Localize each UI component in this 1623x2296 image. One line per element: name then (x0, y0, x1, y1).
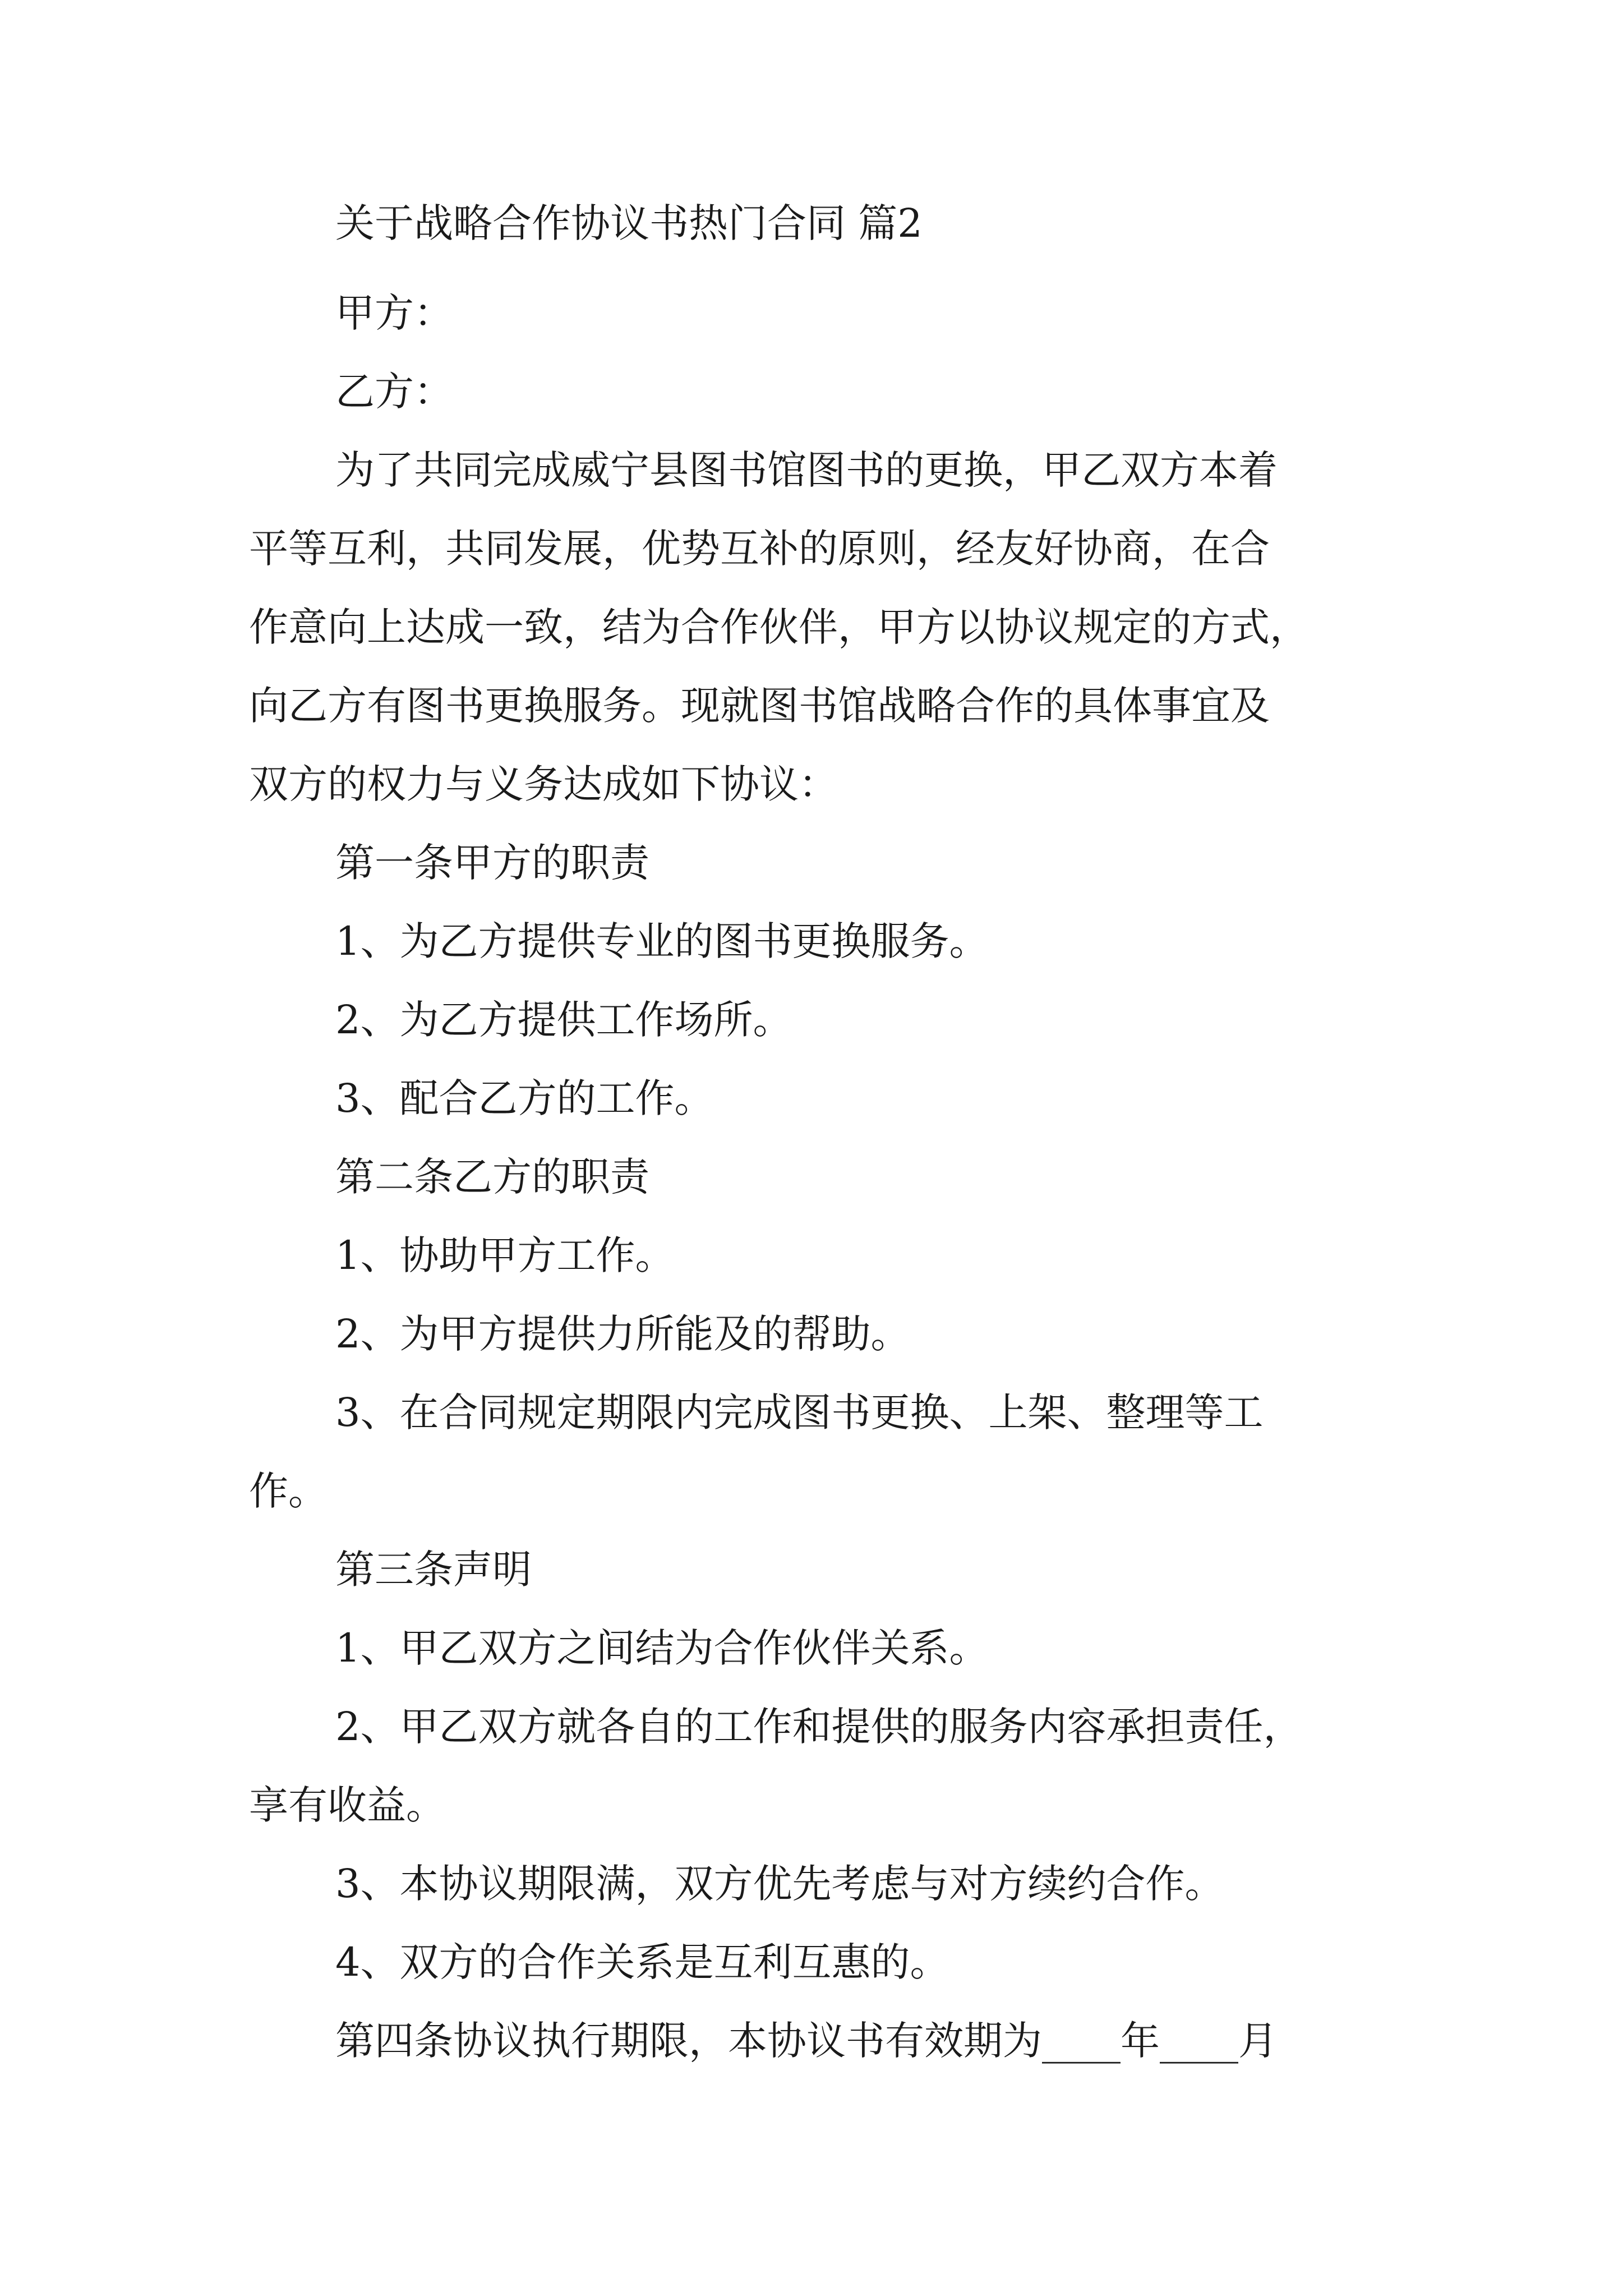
article-1-item: 2、为乙方提供工作场所。 (335, 997, 792, 1043)
article-3-item: 3、本协议期限满，双方优先考虑与对方续约合作。 (335, 1861, 1224, 1907)
article-1-item: 1、为乙方提供专业的图书更换服务。 (335, 918, 989, 964)
intro-line: 向乙方有图书更换服务。现就图书馆战略合作的具体事宜及 (249, 683, 1270, 729)
article-2-item: 2、为甲方提供力所能及的帮助。 (335, 1311, 910, 1357)
article-1-item: 3、配合乙方的工作。 (335, 1075, 714, 1121)
article-3-item: 4、双方的合作关系是互利互惠的。 (335, 1939, 949, 1985)
intro-line: 双方的权力与义务达成如下协议： (249, 761, 838, 807)
article-4-text: 第四条协议执行期限，本协议书有效期为____年____月 (335, 2018, 1278, 2064)
party-a-label: 甲方： (335, 290, 453, 336)
intro-line: 为了共同完成威宁县图书馆图书的更换，甲乙双方本着 (335, 447, 1278, 493)
article-1-heading: 第一条甲方的职责 (335, 840, 649, 886)
article-2-heading: 第二条乙方的职责 (335, 1154, 649, 1200)
intro-line: 平等互利，共同发展，优势互补的原则，经友好协商，在合 (249, 526, 1270, 572)
article-2-item: 1、协助甲方工作。 (335, 1232, 675, 1278)
intro-line: 作意向上达成一致，结为合作伙伴，甲方以协议规定的方式， (249, 604, 1309, 650)
party-b-label: 乙方： (335, 369, 453, 415)
article-3-item: 1、甲乙双方之间结为合作伙伴关系。 (335, 1625, 989, 1671)
article-3-heading: 第三条声明 (335, 1547, 532, 1593)
article-2-item-3: 3、在合同规定期限内完成图书更换、上架、整理等工 (335, 1389, 1264, 1435)
article-3-item-2-continued: 享有收益。 (249, 1782, 445, 1828)
article-2-item-3-continued: 作。 (249, 1468, 328, 1514)
document-title: 关于战略合作协议书热门合同 篇2 (335, 200, 923, 246)
article-3-item-2: 2、甲乙双方就各自的工作和提供的服务内容承担责任， (335, 1704, 1303, 1750)
